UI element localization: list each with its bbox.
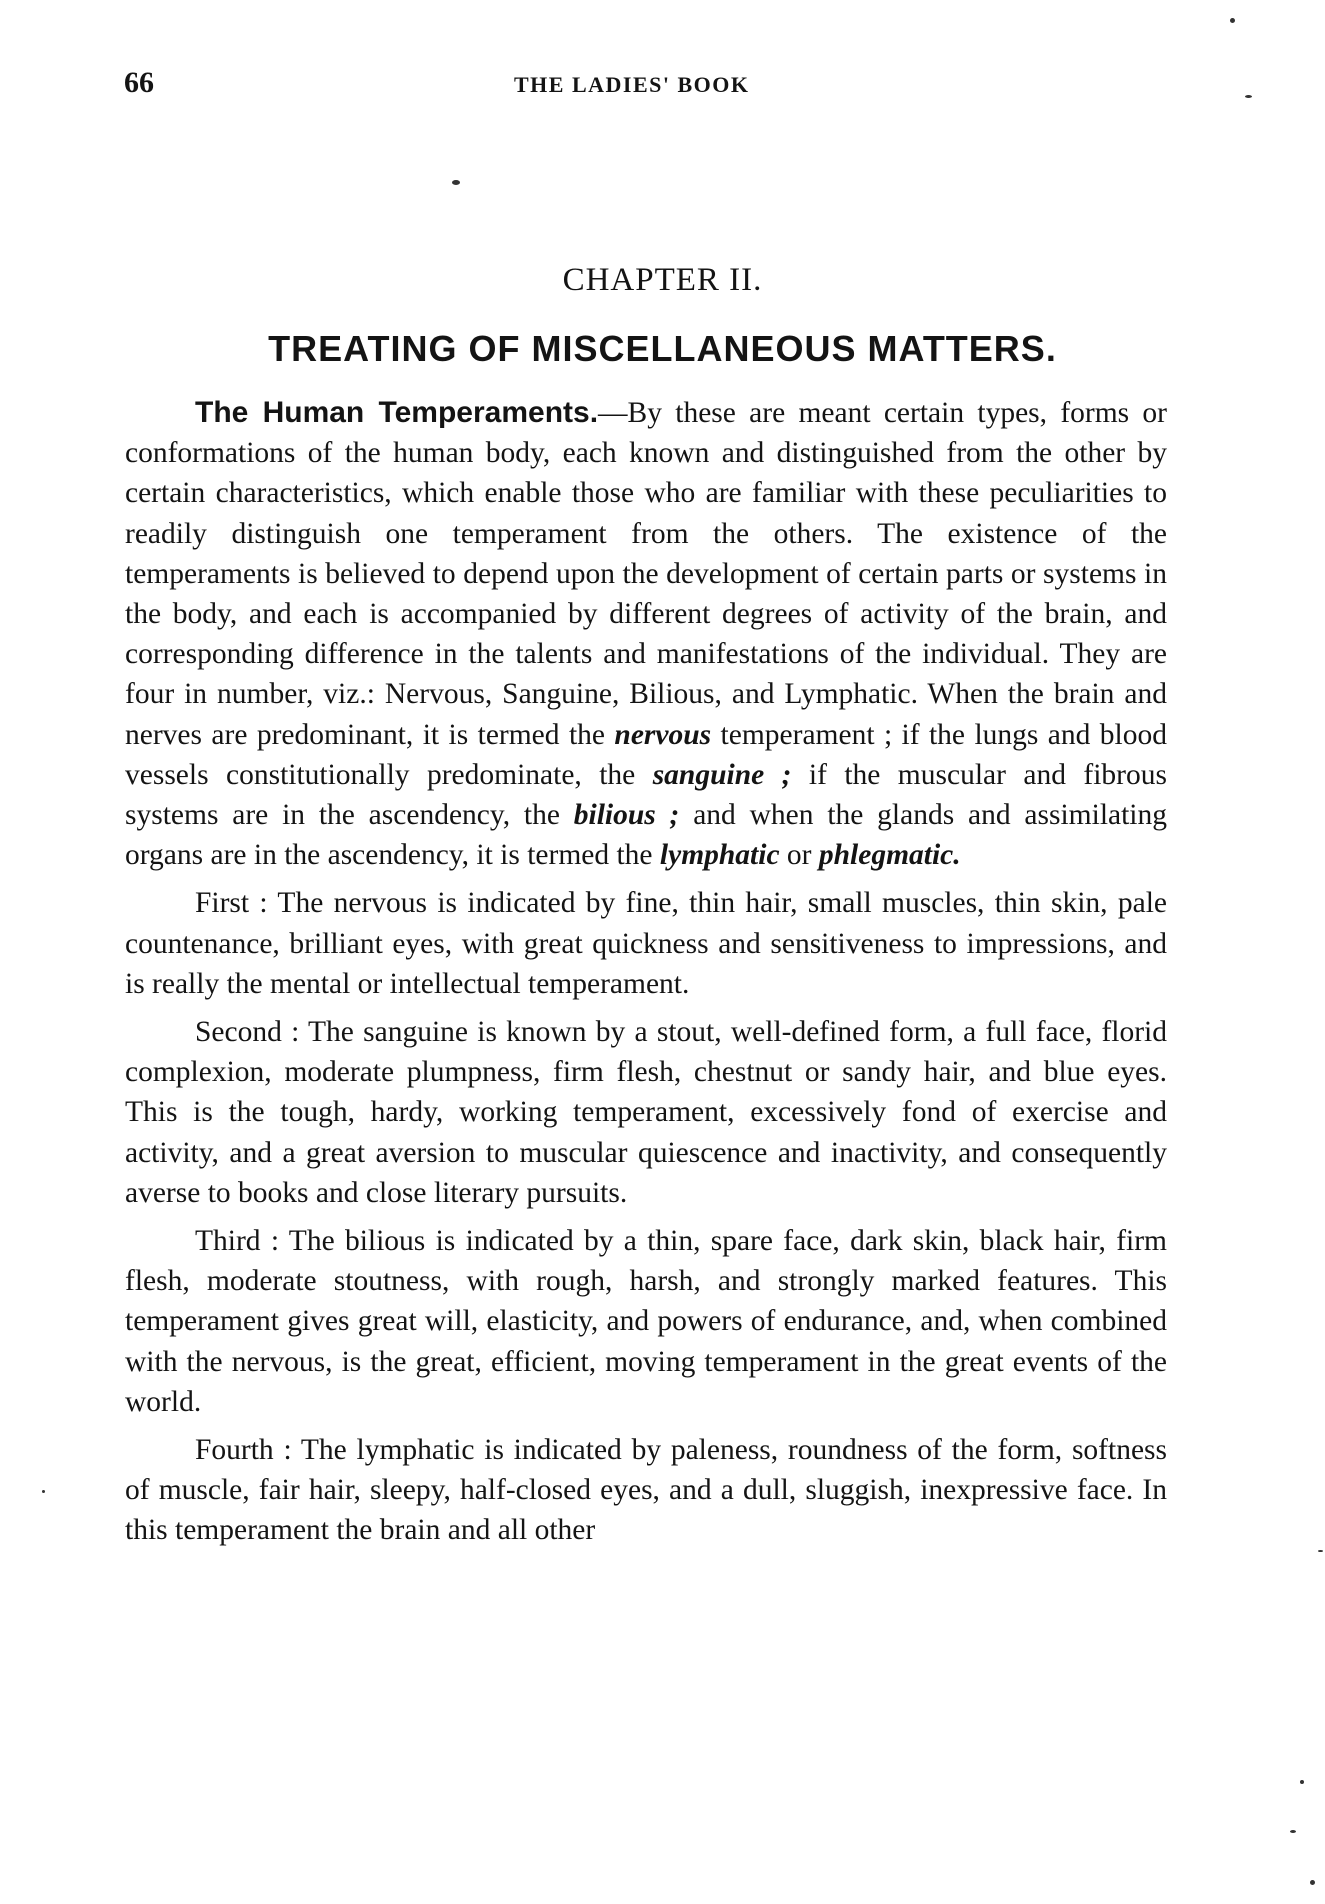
intro-text: and when the glands and assimilating organs are in the ascendency, it is termed the [125,799,1167,872]
scan-speck [1245,95,1252,98]
running-head [124,66,1169,106]
scan-speck [1230,18,1235,23]
term-lymphatic: lymphatic [659,839,780,872]
scan-speck [1310,1880,1315,1885]
scan-speck [1300,1780,1304,1784]
page-number: 66 [124,66,154,99]
scan-speck [1318,1550,1323,1552]
chapter-title: TREATING OF MISCELLANEOUS MATTERS. [268,328,1057,369]
term-bilious: bilious ; [573,799,680,832]
chapter-number: CHAPTER II. [562,262,763,298]
body-text [125,393,1167,1559]
term-nervous: nervous [614,718,712,751]
intro-text: or [779,839,819,872]
paragraph-fourth: Fourth : The lymphatic is indicated by paleness, roundness of the form, softness of muscle, fair hair, sleepy, half-closed eyes, and a dull, sluggish, inexpressive face. In this temperament the brain and all other [125,1434,1167,1547]
scan-speck [42,1490,45,1493]
intro-text: temperament ; if the lungs and blood vessels constitutionally predominate, the [125,718,1167,791]
intro-text: —By these are meant certain types, forms or conformations of the human body, each known and distinguished from the other by certain characteristics, which enable those who are familiar with these peculiarities to readily distinguish one temperament from the others. The existence of the temperaments is believed to depend upon the development of certain parts or systems in the body, and each is accompanied by different degrees of activity of the brain, and corresponding difference in the talents and manifestations of the individual. They are four in number, viz.: Nervous, Sanguine, Bilious, and Lymphatic. When the brain and nerves are predominant, it is termed the [125,397,1168,751]
paragraph-first: First : The nervous is indicated by fine, thin hair, small muscles, thin skin, pale countenance, brilliant eyes, with great quickness and sensitiveness to impressions, and is really the mental or intellectual temperament. [125,887,1167,1000]
paragraph-third: Third : The bilious is indicated by a thin, spare face, dark skin, black hair, firm flesh, moderate stoutness, with rough, harsh, and strongly marked features. This temperament gives great will, elasticity, and powers of endurance, and, when combined with the nervous, is the great, efficient, moving temperament in the great events of the world. [125,1225,1167,1418]
paragraph-second: Second : The sanguine is known by a stout, well-defined form, a full face, florid complexion, moderate plumpness, firm flesh, chestnut or sandy hair, and blue eyes. This is the tough, hardy, working temperament, excessively fond of exercise and activity, and a great aversion to muscular quiescence and inactivity, and consequently averse to books and close literary pursuits. [125,1016,1167,1209]
section-lead-heading: The Human Temperaments. [195,396,599,429]
term-phlegmatic: phlegmatic. [818,839,961,872]
scan-speck [452,180,460,185]
intro-text: if the muscular and fibrous systems are in the ascendency, the [125,758,1167,832]
paragraph-intro [125,393,1167,875]
book-title: THE LADIES' BOOK [514,72,750,97]
scan-speck [1290,1830,1296,1833]
term-sanguine: sanguine ; [652,758,792,791]
